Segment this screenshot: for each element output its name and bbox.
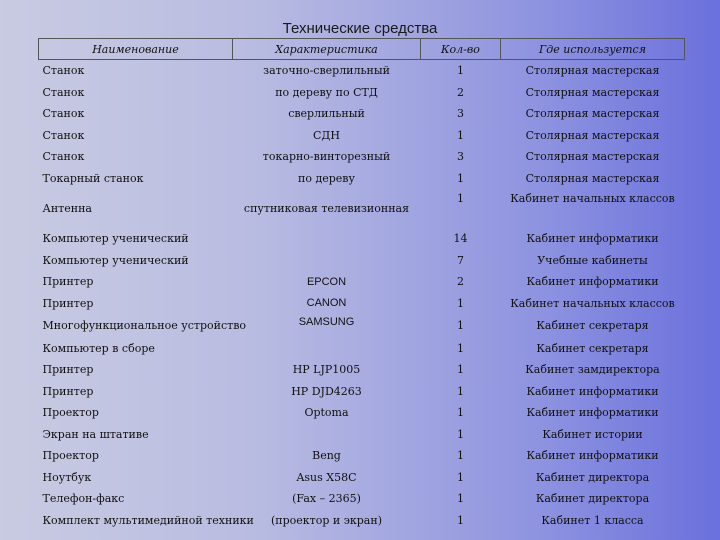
cell-name: Станок bbox=[42, 85, 85, 99]
cell-location: Кабинет начальных классов bbox=[510, 192, 675, 205]
table-row bbox=[39, 146, 685, 168]
table-row bbox=[39, 314, 685, 338]
cell-name: Станок bbox=[42, 107, 85, 121]
cell-name: Принтер bbox=[42, 384, 94, 398]
table-header-row bbox=[39, 39, 685, 60]
table-row bbox=[39, 228, 685, 250]
cell-spec: Optoma bbox=[304, 406, 349, 420]
cell-location: Столярная мастерская bbox=[525, 150, 660, 164]
table-row bbox=[39, 271, 685, 293]
cell-name: Принтер bbox=[42, 296, 94, 310]
header-spec: Характеристика bbox=[233, 39, 421, 60]
cell-qty: 1 bbox=[457, 341, 464, 355]
cell-name: Токарный станок bbox=[42, 171, 144, 185]
cell-location: Столярная мастерская bbox=[525, 128, 660, 142]
equipment-table bbox=[38, 38, 685, 531]
cell-qty: 1 bbox=[457, 128, 464, 142]
cell-location: Кабинет истории bbox=[542, 427, 643, 441]
cell-name: Принтер bbox=[42, 275, 94, 289]
cell-qty: 1 bbox=[457, 406, 464, 420]
cell-location: Кабинет замдиректора bbox=[525, 363, 660, 377]
cell-location: Кабинет информатики bbox=[526, 449, 659, 463]
cell-name: Компьютер ученический bbox=[42, 232, 189, 246]
cell-name: Станок bbox=[42, 128, 85, 142]
table-row bbox=[39, 189, 685, 228]
cell-qty: 3 bbox=[457, 150, 464, 164]
cell-location: Кабинет начальных классов bbox=[510, 296, 675, 310]
cell-qty: 14 bbox=[453, 232, 468, 246]
cell-location: Столярная мастерская bbox=[525, 171, 660, 185]
cell-name: Многофункциональное устройство bbox=[42, 319, 247, 333]
table-row bbox=[39, 250, 685, 272]
cell-qty: 1 bbox=[457, 319, 464, 333]
cell-qty: 1 bbox=[457, 470, 464, 484]
cell-location: Кабинет директора bbox=[535, 470, 650, 484]
table-row bbox=[39, 488, 685, 510]
cell-name: Телефон-факс bbox=[42, 492, 125, 506]
cell-spec: CANON bbox=[306, 297, 347, 310]
cell-spec: Beng bbox=[312, 449, 341, 463]
table-row bbox=[39, 338, 685, 360]
cell-spec: СДН bbox=[313, 128, 340, 142]
cell-qty: 1 bbox=[457, 492, 464, 506]
cell-spec: (Fax – 2365) bbox=[292, 492, 361, 506]
cell-name: Компьютер в сборе bbox=[42, 341, 155, 355]
cell-qty: 1 bbox=[457, 513, 464, 527]
cell-location: Столярная мастерская bbox=[525, 85, 660, 99]
cell-qty: 1 bbox=[457, 296, 464, 310]
cell-spec: SAMSUNG bbox=[298, 316, 355, 328]
table-row bbox=[39, 168, 685, 190]
cell-spec: спутниковая телевизионная bbox=[243, 202, 410, 215]
cell-location: Кабинет информатики bbox=[526, 232, 659, 246]
header-qty: Кол-во bbox=[421, 39, 501, 60]
table-row bbox=[39, 359, 685, 381]
cell-qty: 1 bbox=[457, 64, 464, 78]
cell-location: Учебные кабинеты bbox=[537, 253, 648, 267]
cell-name: Компьютер ученический bbox=[42, 253, 189, 267]
cell-spec: по дереву по СТД bbox=[275, 85, 378, 99]
cell-location: Столярная мастерская bbox=[525, 64, 660, 78]
cell-spec bbox=[233, 338, 421, 360]
table-row bbox=[39, 103, 685, 125]
cell-name: Экран на штативе bbox=[42, 427, 149, 441]
table-row bbox=[39, 424, 685, 446]
table-row bbox=[39, 402, 685, 424]
cell-spec: EPCON bbox=[306, 275, 347, 288]
cell-name: Принтер bbox=[42, 363, 94, 377]
cell-spec: токарно-винторезный bbox=[262, 150, 391, 164]
cell-location: Кабинет секретаря bbox=[536, 341, 649, 355]
cell-spec: HP LJP1005 bbox=[292, 363, 361, 377]
cell-spec bbox=[233, 250, 421, 272]
cell-location: Кабинет 1 класса bbox=[541, 513, 644, 527]
table-row bbox=[39, 125, 685, 147]
cell-qty: 1 bbox=[457, 171, 464, 185]
cell-qty: 2 bbox=[457, 85, 464, 99]
cell-spec: Asus X58C bbox=[296, 470, 357, 484]
cell-name: Проектор bbox=[42, 406, 99, 420]
cell-name: Ноутбук bbox=[42, 470, 92, 484]
table-row bbox=[39, 510, 685, 532]
cell-qty: 3 bbox=[457, 107, 464, 121]
cell-spec: (проектор и экран) bbox=[270, 513, 382, 527]
cell-name: Антенна bbox=[42, 202, 92, 215]
cell-location: Столярная мастерская bbox=[525, 107, 660, 121]
table-row bbox=[39, 381, 685, 403]
table-row bbox=[39, 293, 685, 315]
cell-name: Станок bbox=[42, 64, 85, 78]
table-row bbox=[39, 467, 685, 489]
table-row bbox=[39, 82, 685, 104]
cell-spec: заточно-сверлильный bbox=[263, 64, 390, 78]
cell-spec bbox=[233, 424, 421, 446]
cell-spec: сверлильный bbox=[288, 107, 365, 121]
cell-spec bbox=[233, 228, 421, 250]
page-title: Технические средства bbox=[282, 20, 438, 37]
cell-qty: 1 bbox=[457, 192, 464, 205]
header-location: Где используется bbox=[501, 39, 685, 60]
cell-location: Кабинет директора bbox=[535, 492, 650, 506]
cell-qty: 1 bbox=[457, 384, 464, 398]
header-name: Наименование bbox=[39, 39, 233, 60]
cell-location: Кабинет информатики bbox=[526, 384, 659, 398]
cell-location: Кабинет информатики bbox=[526, 275, 659, 289]
cell-qty: 1 bbox=[457, 449, 464, 463]
cell-name: Станок bbox=[42, 150, 85, 164]
cell-spec: HP DJD4263 bbox=[291, 384, 362, 398]
cell-qty: 1 bbox=[457, 363, 464, 377]
cell-qty: 7 bbox=[457, 253, 464, 267]
cell-location: Кабинет информатики bbox=[526, 406, 659, 420]
cell-spec: по дереву bbox=[298, 171, 355, 185]
cell-qty: 2 bbox=[457, 275, 464, 289]
table-row bbox=[39, 60, 685, 82]
cell-name: Проектор bbox=[42, 449, 99, 463]
cell-name: Комплект мультимедийной техники bbox=[42, 513, 254, 527]
cell-qty: 1 bbox=[457, 427, 464, 441]
table-row bbox=[39, 445, 685, 467]
cell-location: Кабинет секретаря bbox=[536, 319, 649, 333]
